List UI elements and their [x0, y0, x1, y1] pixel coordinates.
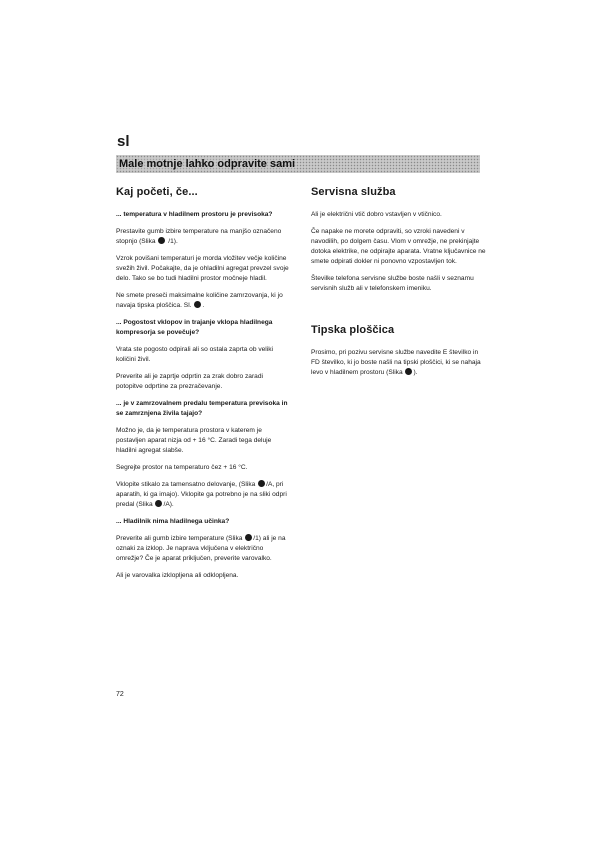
figure-ref-icon	[405, 368, 412, 375]
figure-ref-icon	[155, 500, 162, 507]
banner-title: Male motnje lahko odpravite sami	[116, 158, 295, 170]
language-code: sl	[117, 133, 130, 150]
question-heading: ... Pogostost vklopov in trajanje vklopa hladilnega kompresorja se povečuje?	[116, 319, 273, 336]
question-heading: ... je v zamrzovalnem predalu temperatura previsoka in se zamrznjena živila tajajo?	[116, 400, 288, 417]
section-body	[311, 348, 486, 378]
left-column-body	[116, 210, 291, 581]
figure-ref-icon	[158, 237, 165, 244]
question-heading: ... Hladilnik nima hladilnega učinka?	[116, 518, 230, 525]
figure-ref-icon	[245, 534, 252, 541]
paragraph: Ne smete preseči maksimalne količine zamrzovanja, ki jo navaja tipska ploščica. Sl. .	[116, 292, 283, 309]
paragraph: Vzrok povišani temperaturi je morda vložitev večje količine svežih živil. Počakajte, da je ohladilni agregat prevzel svoje delo. Tako se bo tudi hladilni prostor močneje hladil.	[116, 255, 289, 282]
section-title: Servisna služba	[311, 186, 396, 198]
section-banner	[116, 155, 480, 173]
section-title: Tipska ploščica	[311, 324, 395, 336]
right-column	[311, 186, 486, 385]
paragraph: Ali je varovalka izklopljena ali odklopljena.	[116, 572, 239, 579]
question-heading: ... temperatura v hladilnem prostoru je previsoka?	[116, 211, 273, 218]
figure-ref-icon	[258, 480, 265, 487]
paragraph: Segrejte prostor na temperaturo čez + 16 °C.	[116, 464, 248, 471]
paragraph: Preverite ali je zaprtje odprtin za zrak dobro zaradi potopitve odprtine za prezračevanje.	[116, 373, 263, 390]
figure-ref-icon	[194, 301, 201, 308]
paragraph: Prosimo, pri pozivu servisne službe navedite E številko in FD številko, ki jo boste našli na tipski ploščici, ki se nahaja levo v hladilnem prostoru (Slika ).	[311, 349, 481, 376]
section-body	[311, 210, 486, 294]
page-number: 72	[116, 691, 124, 698]
left-column-title: Kaj početi, če...	[116, 186, 198, 198]
paragraph: Če napake ne morete odpraviti, so vzroki navedeni v navodilih, po dolgem času. Vlom v omrežje, ne prekinjajte dotoka elektrike, ne odpirajte aparata. Vratne ključavnice ne smete odpirati dokler ni ponovno vzpostavljen tok.	[311, 228, 486, 265]
paragraph: Vklopite stikalo za tamensatno delovanje, (Slika /A, pri aparatih, ki ga imajo). Vklopite ga potrebno je na sliki odpri predal (Slika /A).	[116, 481, 287, 508]
paragraph: Vrata ste pogosto odpirali ali so ostala zaprta ob veliki količini živil.	[116, 346, 273, 363]
paragraph: Prestavite gumb izbire temperature na manjšo označeno stopnjo (Slika /1).	[116, 228, 282, 245]
paragraph: Možno je, da je temperatura prostora v katerem je postavljen aparat nizja od + 16 °C. Zaradi tega deluje hladilni agregat slabše.	[116, 427, 272, 454]
paragraph: Ali je električni vtič dobro vstavljen v vtičnico.	[311, 211, 442, 218]
paragraph: Preverite ali gumb izbire temperature (Slika /1) ali je na oznaki za izklop. Je naprava vključena v električno omrežje? Če je aparat priključen, preverite varovalko.	[116, 535, 286, 562]
paragraph: Številke telefona servisne službe boste našli v seznamu servisnih služb ali v telefonskem imeniku.	[311, 275, 474, 292]
left-column	[116, 186, 291, 588]
